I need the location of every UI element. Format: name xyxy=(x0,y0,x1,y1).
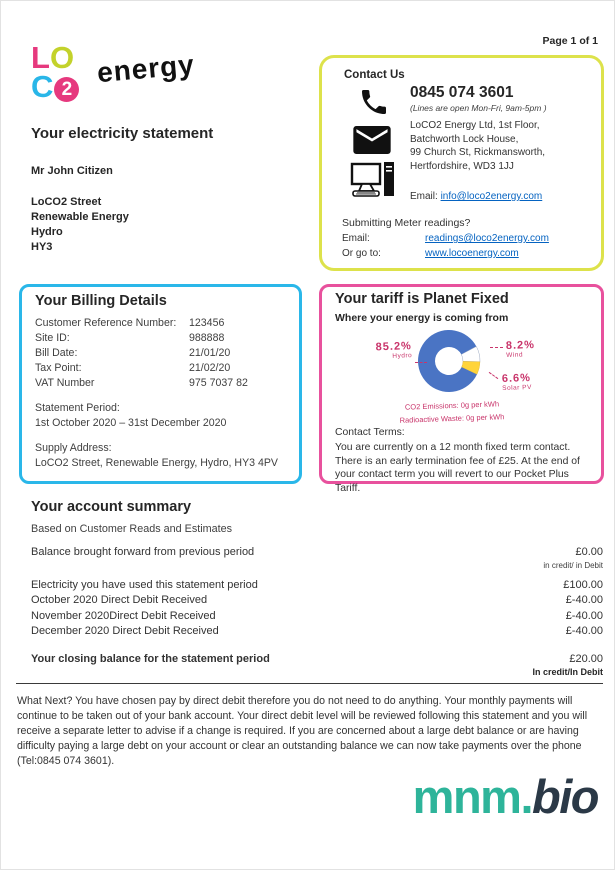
company-address-line: LoCO2 Energy Ltd, 1st Floor, xyxy=(410,120,540,131)
recipient-address-line: Hydro xyxy=(31,226,63,238)
contact-terms-label: Contact Terms: xyxy=(335,427,405,438)
meter-web-label: Or go to: xyxy=(342,248,381,259)
billing-value: 21/02/20 xyxy=(189,362,231,374)
billing-details-title: Your Billing Details xyxy=(35,293,167,309)
envelope-icon xyxy=(353,126,391,159)
billing-row xyxy=(35,317,290,329)
email-label: Email: xyxy=(410,191,441,202)
summary-label: Electricity you have used this statement period xyxy=(31,579,258,591)
billing-row xyxy=(35,377,290,389)
meter-website-link[interactable]: www.locoenergy.com xyxy=(425,248,519,259)
company-address-line: Batchworth Lock House, xyxy=(410,133,519,145)
meter-email-label: Email: xyxy=(342,233,370,244)
billing-value: 975 7037 82 xyxy=(189,377,248,389)
logo-letter-c: C xyxy=(31,69,54,104)
recipient-address xyxy=(31,195,129,255)
summary-row xyxy=(31,546,603,558)
contact-us-title: Contact Us xyxy=(344,69,405,81)
leader-line xyxy=(490,347,503,348)
contact-email-line xyxy=(410,191,542,202)
page-number: Page 1 of 1 xyxy=(542,35,598,47)
company-address-line: 99 Church St, Rickmansworth, xyxy=(410,147,546,158)
contact-phone-number: 0845 074 3601 xyxy=(410,84,514,101)
contact-us-box xyxy=(319,55,604,271)
solar-percent: 6.6% xyxy=(501,372,532,386)
wind-percent: 8.2% xyxy=(505,339,536,353)
summary-value: £-40.00 xyxy=(565,594,603,606)
statement-period-label: Statement Period: xyxy=(35,402,120,414)
recipient-address-line: Renewable Energy xyxy=(31,211,129,223)
summary-value: £100.00 xyxy=(563,579,603,591)
billing-label: Site ID: xyxy=(35,332,70,344)
summary-divider xyxy=(16,683,603,684)
billing-value: 988888 xyxy=(189,332,225,344)
brand-bio: bio xyxy=(532,770,598,823)
solar-label: Solar PV xyxy=(502,384,532,393)
wind-callout xyxy=(506,338,567,359)
summary-value: £0.00 xyxy=(575,546,603,558)
hydro-percent: 85.2% xyxy=(375,340,413,354)
closing-balance-value: £20.00 xyxy=(569,653,603,665)
hydro-callout xyxy=(362,340,413,361)
wind-label: Wind xyxy=(506,351,524,360)
tariff-box xyxy=(319,284,604,494)
closing-balance-row xyxy=(31,653,603,665)
co2-emissions-note: CO2 Emissions: 0g per kWh xyxy=(404,399,500,412)
billing-details-box xyxy=(19,284,302,484)
energy-source-donut-chart xyxy=(416,328,482,394)
statement-title: Your electricity statement xyxy=(31,125,214,142)
logo-energy-word: energy xyxy=(95,48,196,89)
account-summary-title: Your account summary xyxy=(31,499,192,515)
billing-label: VAT Number xyxy=(35,377,95,389)
billing-label: Customer Reference Number: xyxy=(35,317,177,329)
company-address-line: Hertfordshire, WD3 1JJ xyxy=(410,160,514,172)
summary-value: £-40.00 xyxy=(565,610,603,622)
statement-period-value: 1st October 2020 – 31st December 2020 xyxy=(35,417,227,429)
billing-value: 123456 xyxy=(189,317,225,329)
summary-label: November 2020Direct Debit Received xyxy=(31,610,216,622)
logo-letter-o: O xyxy=(49,40,75,75)
recipient-name: Mr John Citizen xyxy=(31,165,113,177)
summary-row xyxy=(31,579,603,591)
leader-line xyxy=(415,362,427,363)
energy-source-subtitle: Where your energy is coming from xyxy=(335,312,509,324)
leader-line xyxy=(489,372,499,379)
billing-label: Bill Date: xyxy=(35,347,78,359)
summary-label: December 2020 Direct Debit Received xyxy=(31,625,219,637)
summary-row xyxy=(31,610,603,622)
logo-number-2-badge: 2 xyxy=(54,77,79,102)
summary-label: Balance brought forward from previous period xyxy=(31,546,255,558)
brand-mnm: mnm. xyxy=(412,770,533,823)
phone-icon xyxy=(358,86,390,123)
contact-phone-hours: (Lines are open Mon-Fri, 9am-5pm ) xyxy=(410,103,547,113)
account-summary-subtitle: Based on Customer Reads and Estimates xyxy=(31,523,233,535)
billing-row xyxy=(35,362,290,374)
summary-row xyxy=(31,625,603,637)
contact-email-link[interactable]: info@loco2energy.com xyxy=(440,191,543,202)
solar-callout xyxy=(502,371,563,392)
summary-row xyxy=(31,594,603,606)
company-address xyxy=(410,119,545,173)
recipient-address-line: HY3 xyxy=(31,241,53,253)
supply-address-value: LoCO2 Street, Renewable Energy, Hydro, HY3 4PV xyxy=(35,457,278,469)
recipient-address-line: LoCO2 Street xyxy=(31,196,102,208)
contact-terms-text: You are currently on a 12 month fixed term contact. There is an early termination fee of £25. At the end of your contact term you will revert to our Pocket Plus Tariff. xyxy=(335,442,580,494)
billing-row xyxy=(35,332,290,344)
meter-readings-heading: Submitting Meter readings? xyxy=(342,217,471,229)
loco2-energy-logo xyxy=(31,40,231,113)
what-next-paragraph: What Next? You have chosen pay by direct debit therefore you do not need to do anything. Your monthly payments will continue to be taken out of your bank account. Your direct debit level will be reviewed following this statement and you will receive a separate letter to advise if a change is required. If you are concerned about a large debt balance or are having difficulty paying a large debt on your account or clear an outstanding balance we can now take payments over the phone (Tel:0845 074 3601). xyxy=(17,695,588,767)
hydro-label: Hydro xyxy=(392,352,413,360)
closing-credit-debit-note: In credit/In Debit xyxy=(532,667,603,677)
summary-label: October 2020 Direct Debit Received xyxy=(31,594,208,606)
mnm-bio-logo xyxy=(413,769,598,824)
radioactive-waste-note: Radioactive Waste: 0g per kWh xyxy=(399,412,505,425)
computer-icon xyxy=(348,160,398,209)
tariff-title: Your tariff is Planet Fixed xyxy=(335,291,509,307)
closing-balance-label: Your closing balance for the statement period xyxy=(31,653,270,665)
supply-address-label: Supply Address: xyxy=(35,442,112,454)
summary-value: £-40.00 xyxy=(565,625,603,637)
billing-value: 21/01/20 xyxy=(189,347,231,359)
logo-letter-l: L xyxy=(31,40,50,75)
meter-email-link[interactable]: readings@loco2energy.com xyxy=(425,233,549,244)
credit-debit-note: in credit/ in Debit xyxy=(543,561,603,570)
billing-label: Tax Point: xyxy=(35,362,82,374)
billing-row xyxy=(35,347,290,359)
